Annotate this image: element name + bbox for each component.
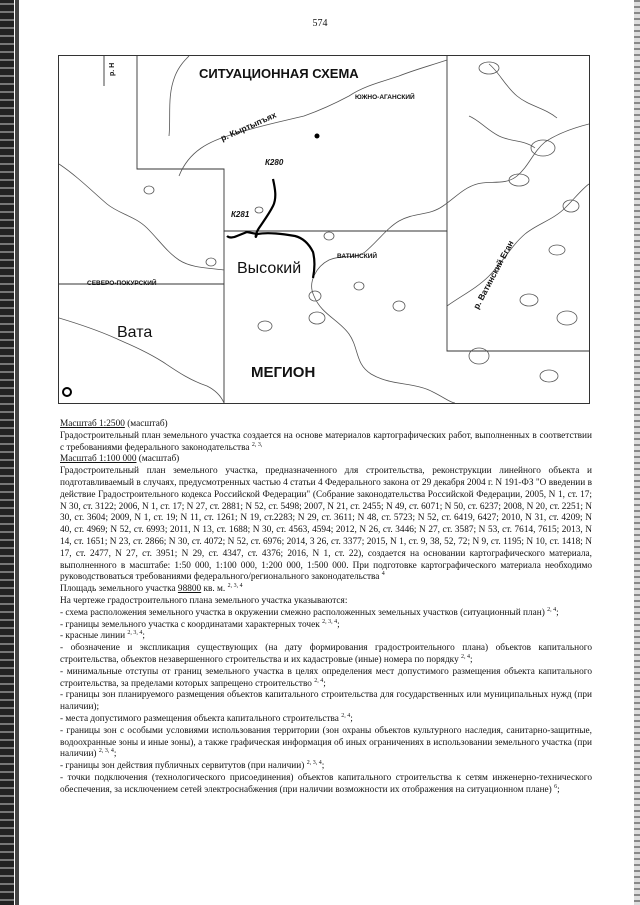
lake-outline bbox=[258, 321, 272, 331]
lake-outline bbox=[309, 291, 321, 301]
scale-note: (масштаб) bbox=[124, 419, 168, 429]
map-title: СИТУАЦИОННАЯ СХЕМА bbox=[199, 66, 359, 81]
river-outline bbox=[59, 164, 224, 270]
lake-outline bbox=[479, 62, 499, 74]
lake-outline bbox=[549, 245, 565, 255]
list-item-end: ; bbox=[321, 761, 325, 772]
binding-edge bbox=[0, 0, 14, 905]
footnote-ref: 2, 3, 4 bbox=[306, 760, 322, 767]
list-item-text: - границы земельного участка с координатами характерных точек bbox=[60, 619, 320, 630]
river-outline bbox=[312, 124, 589, 296]
list-intro: На чертеже градостроительного плана земельного участка указываются: bbox=[60, 595, 348, 606]
paragraph bbox=[60, 466, 592, 584]
footnote-ref: 6 bbox=[554, 783, 558, 790]
footnote-ref: 2, 3, 4 bbox=[227, 583, 243, 590]
lake-outline bbox=[206, 258, 216, 266]
area-line bbox=[60, 584, 592, 596]
list-item bbox=[60, 690, 592, 714]
object-marker bbox=[315, 134, 320, 139]
list-item bbox=[60, 667, 592, 691]
river-outline bbox=[169, 56, 189, 136]
situation-map bbox=[58, 55, 590, 404]
list-item bbox=[60, 726, 592, 761]
lake-outline bbox=[557, 311, 577, 325]
requirements-list bbox=[60, 608, 592, 797]
footnote-ref: 4 bbox=[381, 571, 385, 578]
river-outline bbox=[314, 296, 455, 403]
lake-outline bbox=[144, 186, 154, 194]
footnote-ref: 2, 4 bbox=[547, 606, 557, 613]
list-item-text: - границы зон планируемого размещения объектов капитального строительства для государственных или муниципальных нужд (при наличии); bbox=[60, 690, 592, 713]
scale-value: Масштаб 1:100 000 bbox=[60, 454, 137, 465]
list-item bbox=[60, 643, 592, 667]
list-item-end: ; bbox=[113, 749, 117, 760]
lake-outline bbox=[469, 348, 489, 364]
map-label: р. Кыртыпъях bbox=[219, 109, 278, 144]
scale-note: (масштаб) bbox=[136, 454, 180, 465]
list-item-end: ; bbox=[557, 784, 560, 795]
lake-outline bbox=[520, 294, 538, 306]
river-outline bbox=[447, 184, 589, 306]
list-item-text: - схема расположения земельного участка в окружении смежно расположенных земельных участков (ситуационный план) bbox=[60, 607, 545, 618]
binding-edge bbox=[634, 0, 640, 905]
binding-edge bbox=[15, 0, 19, 905]
list-item-end: ; bbox=[142, 631, 145, 642]
map-label: К281 bbox=[231, 210, 250, 219]
scale-line bbox=[60, 419, 592, 431]
list-item-end: ; bbox=[556, 607, 559, 618]
list-item-text: - границы зон действия публичных сервитутов (при наличии) bbox=[60, 761, 305, 772]
lake-outline bbox=[324, 232, 334, 240]
list-item-text: - границы зон с особыми условиями использования территории (зон охраны объектов культурного наследия, санитарно-защитные, водоохранные зоны и иные зоны), а также графическая информация об иных ограничениях в использовании земельного участка (при наличии) bbox=[60, 725, 592, 760]
map-label: ВАТИНСКИЙ bbox=[337, 253, 378, 260]
document-text bbox=[60, 419, 592, 797]
area-value: 98800 bbox=[177, 584, 202, 595]
lake-outline bbox=[354, 282, 364, 290]
map-label: Высокий bbox=[237, 260, 302, 277]
list-item-text: - красные линии bbox=[60, 631, 126, 642]
list-item-end: ; bbox=[323, 678, 326, 689]
boundary-line bbox=[137, 56, 447, 231]
lake-outline bbox=[309, 312, 325, 324]
lake-outline bbox=[255, 207, 263, 213]
list-item bbox=[60, 714, 592, 726]
list-item bbox=[60, 761, 592, 773]
map-label: К280 bbox=[265, 158, 284, 167]
boundary-line bbox=[447, 231, 589, 351]
footnote-ref: 2, 3, 4 bbox=[322, 618, 338, 625]
paragraph-text: Градостроительный план земельного участка создается на основе материалов картографических работ, выполненных в соответствии с требованиями федерального законодательства bbox=[60, 430, 592, 453]
map-drawing bbox=[59, 56, 589, 403]
map-label: р. Н bbox=[109, 62, 116, 76]
map-label: р. Ватинский Еган bbox=[471, 238, 516, 311]
map-label: ЮЖНО-АГАНСКИЙ bbox=[355, 94, 415, 101]
map-label: СЕВЕРО-ПОКУРСКИЙ bbox=[87, 280, 157, 287]
river-outline bbox=[469, 116, 535, 148]
area-unit: кв. м. bbox=[201, 584, 226, 595]
footnote-ref: 2, 4 bbox=[341, 712, 351, 719]
map-label: Вата bbox=[117, 324, 153, 341]
list-item bbox=[60, 773, 592, 797]
list-item-end: ; bbox=[470, 654, 473, 665]
list-item bbox=[60, 631, 592, 643]
list-item-text: - точки подключения (технологического присоединения) объектов капитального строительства к сетям инженерно-технического обеспечения, за исключением сетей электроснабжения (при наличии возможности их отображения на ситуационном плане) bbox=[60, 772, 592, 795]
object-marker bbox=[63, 388, 71, 396]
list-item-end: ; bbox=[337, 619, 340, 630]
page-number: 574 bbox=[312, 18, 328, 29]
footnote-ref: 2, 3, 4 bbox=[127, 630, 143, 637]
list-item-text: - минимальные отступы от границ земельного участка в целях определения мест допустимого размещения объекта капитального строительства, за пределами которых запрещено строительство bbox=[60, 666, 592, 689]
paragraph bbox=[60, 431, 592, 455]
scale-value: Масштаб 1:2500 bbox=[60, 419, 125, 429]
scale-line bbox=[60, 454, 592, 466]
list-item-text: - места допустимого размещения объекта капитального строительства bbox=[60, 713, 339, 724]
lake-outline bbox=[393, 301, 405, 311]
paragraph-text: Градостроительный план земельного участка, предназначенного для строительства, реконструкции линейного объекта и подготавливаемый в случаях, предусмотренных частью 4 статьи 4 Федерального закона от 29 декабря 2004 г. N 191-ФЗ "О введении в действие Градостроительного кодекса Российской Федерации" (Собрание законодательства Российской Федерации, 2005, N 1, ст. 17; N 30, ст. 3122; 2006, N 1, ст. 17; N 27, ст. 2881; N 52, ст. 5498; 2007, N 21, ст. 2455; N 49, ст. 6071; N 50, ст. 6237; 2008, N 20, ст. 2251; N 30, ст. 3604; 2009, N 1, ст. 19; N 11, ст. 1261; N 19, ст.2283; N 29, ст. 3611; N 48, ст. 5723; N 52, ст. 6419, 6427; 2010, N 31, ст. 4209; N 40, ст. 4969; N 52, ст. 6993; 2011, N 13, ст. 1688; N 30, ст. 4563, 4594; 2012, N 26, ст. 3446; N 27, ст. 3587; N 53, ст. 7614, 7615; 2013, N 14, ст. 1651; N 23, ст. 2866; N 30, ст. 4072; N 52, ст. 6976; 2014, 3 26, ст. 3377; 2015, N 1, ст. 9, 38, 52, 72; N 9, ст. 1195; N 10, ст. 1418; N 17, ст. 2477, N 27, ст. 3951; N 29, ст. 4347, ст. 4376; 2016, N 1, ст. 22), создается на основании картографического материала, выполненного в масштабе: 1:50 000, 1:100 000, 1:200 000, 1:500 000. При подготовке картографического материала необходимо руководствоваться требованиями федерального/регионального законодательства bbox=[60, 466, 592, 583]
footnote-ref: 2, 4 bbox=[314, 677, 324, 684]
area-label: Площадь земельного участка bbox=[60, 584, 178, 595]
list-item-end: ; bbox=[350, 713, 353, 724]
footnote-ref: 2, 4 bbox=[461, 653, 471, 660]
lake-outline bbox=[509, 174, 529, 186]
lake-outline bbox=[540, 370, 558, 382]
footnote-ref: 2, 3, bbox=[251, 441, 263, 448]
list-item-text: - обозначение и экспликация существующих (на дату формирования градостроительного плана) объектов капитального строительства, объектов незавершенного строительства и их кадастровые (иные) номера по порядку bbox=[60, 643, 592, 665]
map-label: МЕГИОН bbox=[251, 364, 316, 381]
river-outline bbox=[489, 64, 557, 118]
footnote-ref: 2, 3, 4 bbox=[98, 748, 114, 755]
